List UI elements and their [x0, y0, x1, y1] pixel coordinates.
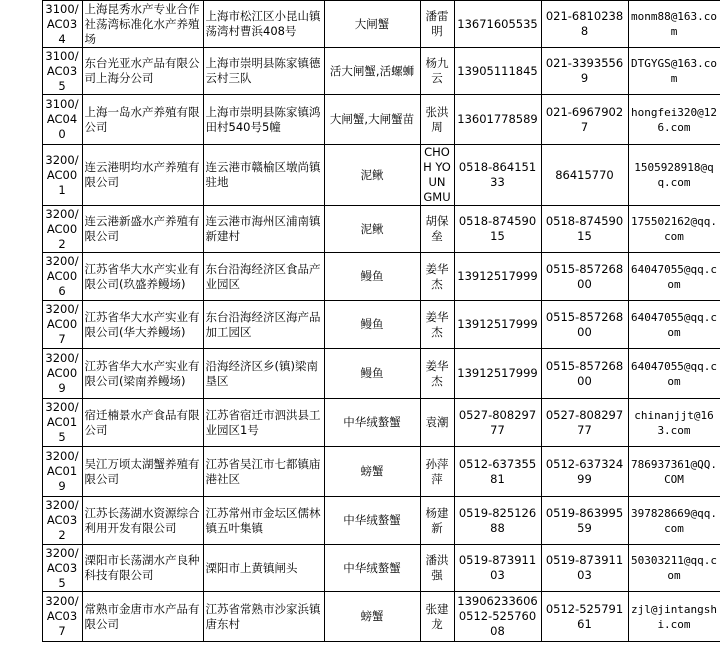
company-cell: 宿迁楠景水产食品有限公司 — [82, 399, 203, 447]
mobile-cell: 0519-87391103 — [454, 545, 541, 592]
mobile-cell: 13671605535 — [454, 1, 541, 48]
table-row — [0, 545, 720, 592]
company-cell: 溧阳市长荡湖水产良种科技有限公司 — [82, 545, 203, 592]
company-cell: 江苏省华大水产实业有限公司(梁南养鳗场) — [82, 349, 203, 399]
row-gutter — [0, 349, 42, 399]
address-cell: 江苏省吴江市七都镇庙港社区 — [203, 447, 324, 497]
company-cell: 吴江万顷太湖蟹养殖有限公司 — [82, 447, 203, 497]
email-cell: hongfei320@126.com — [628, 95, 720, 145]
contact-cell: 潘雷明 — [420, 1, 454, 48]
row-gutter — [0, 592, 42, 642]
code-cell: 3200/ AC015 — [42, 399, 82, 447]
code-cell: 3100/ AC035 — [42, 48, 82, 95]
phone-cell: 0519-86399559 — [541, 497, 628, 545]
row-gutter — [0, 447, 42, 497]
code-cell: 3200/ AC001 — [42, 145, 82, 206]
table-row — [0, 253, 720, 301]
table-row — [0, 206, 720, 253]
address-cell: 江苏省宿迁市泗洪县工业园区1号 — [203, 399, 324, 447]
contact-cell: CHOH YOUN GMU — [420, 145, 454, 206]
mobile-cell: 13912517999 — [454, 253, 541, 301]
code-cell: 3200/ AC002 — [42, 206, 82, 253]
code-cell: 3200/ AC007 — [42, 301, 82, 349]
code-cell: 3100/ AC040 — [42, 95, 82, 145]
mobile-cell: 0519-82512688 — [454, 497, 541, 545]
mobile-cell: 0527-80829777 — [454, 399, 541, 447]
product-cell: 大闸蟹 — [324, 1, 420, 48]
contact-cell: 张洪周 — [420, 95, 454, 145]
table-row — [0, 349, 720, 399]
row-gutter — [0, 1, 42, 48]
contact-cell: 姜华杰 — [420, 253, 454, 301]
email-cell: 64047055@qq.com — [628, 253, 720, 301]
address-cell: 沿海经济区乡(镇)梁南垦区 — [203, 349, 324, 399]
company-cell: 上海昆秀水产专业合作社荡湾标准化水产养殖场 — [82, 1, 203, 48]
row-gutter — [0, 48, 42, 95]
phone-cell: 0515-85726800 — [541, 349, 628, 399]
phone-cell: 0512-52579161 — [541, 592, 628, 642]
contact-cell: 张建龙 — [420, 592, 454, 642]
email-cell: DTGYGS@163.com — [628, 48, 720, 95]
code-cell: 3200/ AC006 — [42, 253, 82, 301]
table-row — [0, 399, 720, 447]
product-cell: 泥鳅 — [324, 206, 420, 253]
product-cell: 螃蟹 — [324, 592, 420, 642]
phone-cell: 0515-85726800 — [541, 301, 628, 349]
product-cell: 泥鳅 — [324, 145, 420, 206]
email-cell: 397828669@qq.com — [628, 497, 720, 545]
row-gutter — [0, 497, 42, 545]
row-gutter — [0, 399, 42, 447]
phone-cell: 021-68102388 — [541, 1, 628, 48]
phone-cell: 0515-85726800 — [541, 253, 628, 301]
code-cell: 3200/ AC009 — [42, 349, 82, 399]
code-cell: 3200/ AC035 — [42, 545, 82, 592]
phone-cell: 0527-80829777 — [541, 399, 628, 447]
email-cell: 175502162@qq.com — [628, 206, 720, 253]
table-body — [0, 1, 720, 642]
address-cell: 上海市崇明县陈家镇鸿田村540号5幢 — [203, 95, 324, 145]
table-row — [0, 48, 720, 95]
phone-cell: 021-33935569 — [541, 48, 628, 95]
product-cell: 鳗鱼 — [324, 253, 420, 301]
contact-cell: 袁潮 — [420, 399, 454, 447]
address-cell: 江苏省常熟市沙家浜镇唐东村 — [203, 592, 324, 642]
phone-cell: 0512-63732499 — [541, 447, 628, 497]
table-row — [0, 301, 720, 349]
product-cell: 螃蟹 — [324, 447, 420, 497]
company-cell: 连云港新盛水产养殖有限公司 — [82, 206, 203, 253]
email-cell: chinanjjt@163.com — [628, 399, 720, 447]
email-cell: monm88@163.com — [628, 1, 720, 48]
mobile-cell: 13912517999 — [454, 349, 541, 399]
contact-cell: 姜华杰 — [420, 301, 454, 349]
mobile-cell: 13912517999 — [454, 301, 541, 349]
row-gutter — [0, 206, 42, 253]
address-cell: 江苏常州市金坛区儒林镇五叶集镇 — [203, 497, 324, 545]
table-row — [0, 95, 720, 145]
product-cell: 大闸蟹,大闸蟹苗 — [324, 95, 420, 145]
address-cell: 上海市松江区小昆山镇荡湾村曹浜408号 — [203, 1, 324, 48]
contact-cell: 姜华杰 — [420, 349, 454, 399]
contact-cell: 胡保垒 — [420, 206, 454, 253]
contact-cell: 杨九云 — [420, 48, 454, 95]
code-cell: 3200/ AC019 — [42, 447, 82, 497]
mobile-cell: 13906233606 0512-52576008 — [454, 592, 541, 642]
phone-cell: 0518-87459015 — [541, 206, 628, 253]
email-cell: 786937361@QQ.COM — [628, 447, 720, 497]
email-cell: zjl@jintangshi.com — [628, 592, 720, 642]
address-cell: 连云港市海州区浦南镇新建村 — [203, 206, 324, 253]
address-cell: 东台沿海经济区食品产业园区 — [203, 253, 324, 301]
email-cell: 64047055@qq.com — [628, 349, 720, 399]
email-cell: 64047055@qq.com — [628, 301, 720, 349]
company-cell: 江苏省华大水产实业有限公司(玖盛养鳗场) — [82, 253, 203, 301]
row-gutter — [0, 253, 42, 301]
row-gutter — [0, 545, 42, 592]
mobile-cell: 0518-86415133 — [454, 145, 541, 206]
product-cell: 鳗鱼 — [324, 301, 420, 349]
product-cell: 鳗鱼 — [324, 349, 420, 399]
table-row — [0, 497, 720, 545]
address-cell: 东台沿海经济区海产品加工园区 — [203, 301, 324, 349]
mobile-cell: 0518-87459015 — [454, 206, 541, 253]
contact-cell: 孙萍萍 — [420, 447, 454, 497]
row-gutter — [0, 145, 42, 206]
contact-cell: 潘洪强 — [420, 545, 454, 592]
mobile-cell: 13601778589 — [454, 95, 541, 145]
address-cell: 上海市崇明县陈家镇德云村三队 — [203, 48, 324, 95]
product-cell: 中华绒螯蟹 — [324, 497, 420, 545]
table-row — [0, 592, 720, 642]
table-row — [0, 145, 720, 206]
product-cell: 中华绒螯蟹 — [324, 399, 420, 447]
phone-cell: 021-69679027 — [541, 95, 628, 145]
email-cell: 1505928918@qq.com — [628, 145, 720, 206]
code-cell: 3100/ AC034 — [42, 1, 82, 48]
company-cell: 江苏省华大水产实业有限公司(华大养鳗场) — [82, 301, 203, 349]
contact-cell: 杨建新 — [420, 497, 454, 545]
product-cell: 中华绒螯蟹 — [324, 545, 420, 592]
code-cell: 3200/ AC032 — [42, 497, 82, 545]
phone-cell: 0519-87391103 — [541, 545, 628, 592]
mobile-cell: 0512-63735581 — [454, 447, 541, 497]
company-cell: 连云港明均水产养殖有限公司 — [82, 145, 203, 206]
company-cell: 东台光亚水产品有限公司上海分公司 — [82, 48, 203, 95]
company-cell: 上海一岛水产养殖有限公司 — [82, 95, 203, 145]
company-cell: 常熟市金唐市水产品有限公司 — [82, 592, 203, 642]
address-cell: 溧阳市上黄镇闸头 — [203, 545, 324, 592]
phone-cell: 86415770 — [541, 145, 628, 206]
company-cell: 江苏长荡湖水资源综合利用开发有限公司 — [82, 497, 203, 545]
mobile-cell: 13905111845 — [454, 48, 541, 95]
table-row — [0, 1, 720, 48]
table-row — [0, 447, 720, 497]
row-gutter — [0, 301, 42, 349]
email-cell: 50303211@qq.com — [628, 545, 720, 592]
product-cell: 活大闸蟹,活螺蛳 — [324, 48, 420, 95]
row-gutter — [0, 95, 42, 145]
code-cell: 3200/ AC037 — [42, 592, 82, 642]
address-cell: 连云港市赣榆区墩尚镇驻地 — [203, 145, 324, 206]
